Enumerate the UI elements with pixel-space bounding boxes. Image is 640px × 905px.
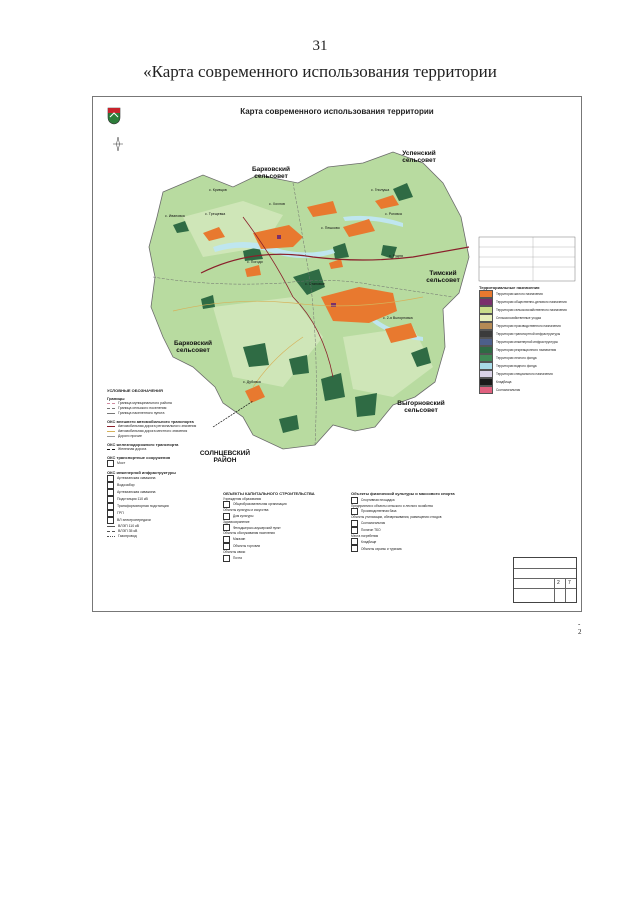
village-label: с. Дубовка [243,380,261,384]
legend-swatch [479,346,493,354]
legend-label: Территории сельскохозяйственного назначения [496,308,567,313]
legend-label: Территории инженерной инфраструктуры [496,340,558,345]
legend-label: Кладбища [496,380,512,385]
legend-item: Газопровод [107,534,237,539]
legend-section-title: ОКС инженерной инфраструктуры [107,470,176,475]
legend-item: Объекты торговли [223,543,341,550]
legend-item: Магазин [223,536,341,543]
legend-item: Граница муниципального района [107,401,237,406]
legend-item [479,290,575,298]
legend-mid-1 [223,489,341,562]
region-label: СОЛНЦЕВСКИЙ РАЙОН [199,450,251,464]
region-label: Тимский сельсовет [426,270,460,284]
legend-item: Объекты утилизации, обезвреживания, размещения отходов [351,515,442,520]
legend-item: Подстанция 110 кВ [107,496,237,503]
legend-label: Территории жилого назначения [496,292,543,297]
legend-label: Территории общественно-делового назначения [496,300,567,305]
legend-item: ВЛЭП 110 кВ [107,524,237,529]
legend-item: Трансформаторная подстанция [107,503,237,510]
legend-item: ВЛЭП 35 кВ [107,529,237,534]
legend-item: Мост [107,460,237,467]
legend-item: Полигон ТБО [351,527,469,534]
map-title: Карта современного использования территории [240,107,434,116]
legend-item: Объекты культуры и искусства [223,508,269,513]
legend-item: Кладбище [351,538,469,545]
legend-item [479,338,575,346]
legend-heading: УСЛОВНЫЕ ОБОЗНАЧЕНИЯ [107,388,163,393]
region-label: Барковский сельсовет [173,340,213,354]
legend-item: Дороги прочие [107,434,237,439]
legend-swatch [479,338,493,346]
village-label: с. Кривцов [209,188,227,192]
map-sheet [92,96,582,612]
legend-section-title: ОКС транспортные сооружения [107,455,171,460]
legend-swatch [479,386,493,394]
legend-item: Водозабор [107,482,237,489]
legend-item: ВЛ электропередачи [107,517,237,524]
legend-item: Места погребения [351,533,379,538]
legend-item: Автомобильная дорога регионального значения [107,424,237,429]
legend-item: Объекты обслуживания населения [223,531,275,536]
corner-mark: 2 [578,628,582,636]
legend-swatch [479,306,493,314]
legend-item: Спортивная площадка [351,497,469,504]
village-label: с. Роговка [385,212,402,216]
legend-section-title: ОКС внешнего автомобильного транспорта [107,419,194,424]
legend-item [479,298,575,306]
legend-item: Производственная база [351,508,469,515]
legend-item: Железная дорога [107,447,237,452]
legend-item: Дом культуры [223,513,341,520]
legend-swatch [479,378,493,386]
legend-left [107,385,237,539]
village-label: с. Становое [305,282,325,286]
legend-heading: Территориальные назначения [479,285,540,290]
village-label: с. Хохлов [269,202,285,206]
legend-label: Территории лесного фонда [496,356,537,361]
legend-item: Граница сельского поселения [107,406,237,411]
corner-marks [578,620,582,636]
village-label: с. Гнилуша [371,188,390,192]
legend-swatch [479,290,493,298]
legend-heading: Объекты физической культуры и массового спорта [351,491,455,496]
legend-swatch [479,362,493,370]
legend-item: Почта [223,555,341,562]
village-label: с. Рудня [389,254,403,258]
legend-item: Здравоохранение [223,519,250,524]
sheet-number: 2 [557,580,560,586]
legend-heading: ОБЪЕКТЫ КАПИТАЛЬНОГО СТРОИТЕЛЬСТВА [223,491,315,496]
legend-right [479,283,575,394]
legend-label: Территории рекреационного назначения [496,348,557,353]
legend-label: Территории специального назначения [496,372,553,377]
legend-item [479,378,575,386]
legend-label: Сельскохозяйственные угодья [496,316,542,321]
legend-item: Артезианская скважина [107,475,237,482]
legend-swatch [479,330,493,338]
legend-swatch [479,314,493,322]
legend-swatch [479,322,493,330]
legend-item [479,322,575,330]
legend-item: Объекты охраны и туризма [351,545,469,552]
document-title: «Карта современного использования территории [143,62,497,81]
legend-label: Территории производственного назначения [496,324,561,329]
village-label: с. Погоди [247,260,263,264]
legend-label: Территории транспортной инфраструктуры [496,332,561,337]
legend-label: Территории водного фонда [496,364,537,369]
legend-item: Учреждения образования [223,496,262,501]
legend-item: Объекты связи [223,549,246,554]
legend-item [479,362,575,370]
legend-item [479,306,575,314]
village-label: с. Ивановка [165,214,185,218]
legend-item: Скотомогильник [351,520,469,527]
village-label: с. 2-я Выгорновка [383,316,413,320]
legend-swatch [479,354,493,362]
region-label: Барковский сельсовет [251,166,291,180]
legend-section-title: ОКС железнодорожного транспорта [107,442,179,447]
legend-item [479,370,575,378]
legend-section-title: Границы [107,396,125,401]
sheet-count: 7 [568,580,571,586]
legend-item: Предприятия и объекты сельского и лесного хозяйства [351,503,433,508]
page-number: 31 [312,38,328,54]
legend-item [479,386,575,394]
region-label: Успенский сельсовет [402,150,436,164]
legend-item: Общеобразовательная организация [223,501,341,508]
legend-mid-2 [351,489,469,552]
legend-item: Граница населенного пункта [107,411,237,416]
region-label: Выгорновский сельсовет [397,400,445,414]
legend-item: Артезианская скважина [107,489,237,496]
legend-item [479,354,575,362]
legend-item [479,346,575,354]
legend-item [479,314,575,322]
legend-swatch [479,370,493,378]
village-label: с. Пешково [321,226,340,230]
legend-label: Скотомогильник [496,388,520,393]
legend-swatch [479,298,493,306]
legend-item: Фельдшерско-акушерский пункт [223,524,341,531]
corner-mark: - [578,620,581,628]
title-block [513,557,577,603]
legend-item [479,330,575,338]
legend-item: ГРП [107,510,237,517]
village-label: с. Трещевка [205,212,226,216]
legend-item: Автомобильная дорога местного значения [107,429,237,434]
